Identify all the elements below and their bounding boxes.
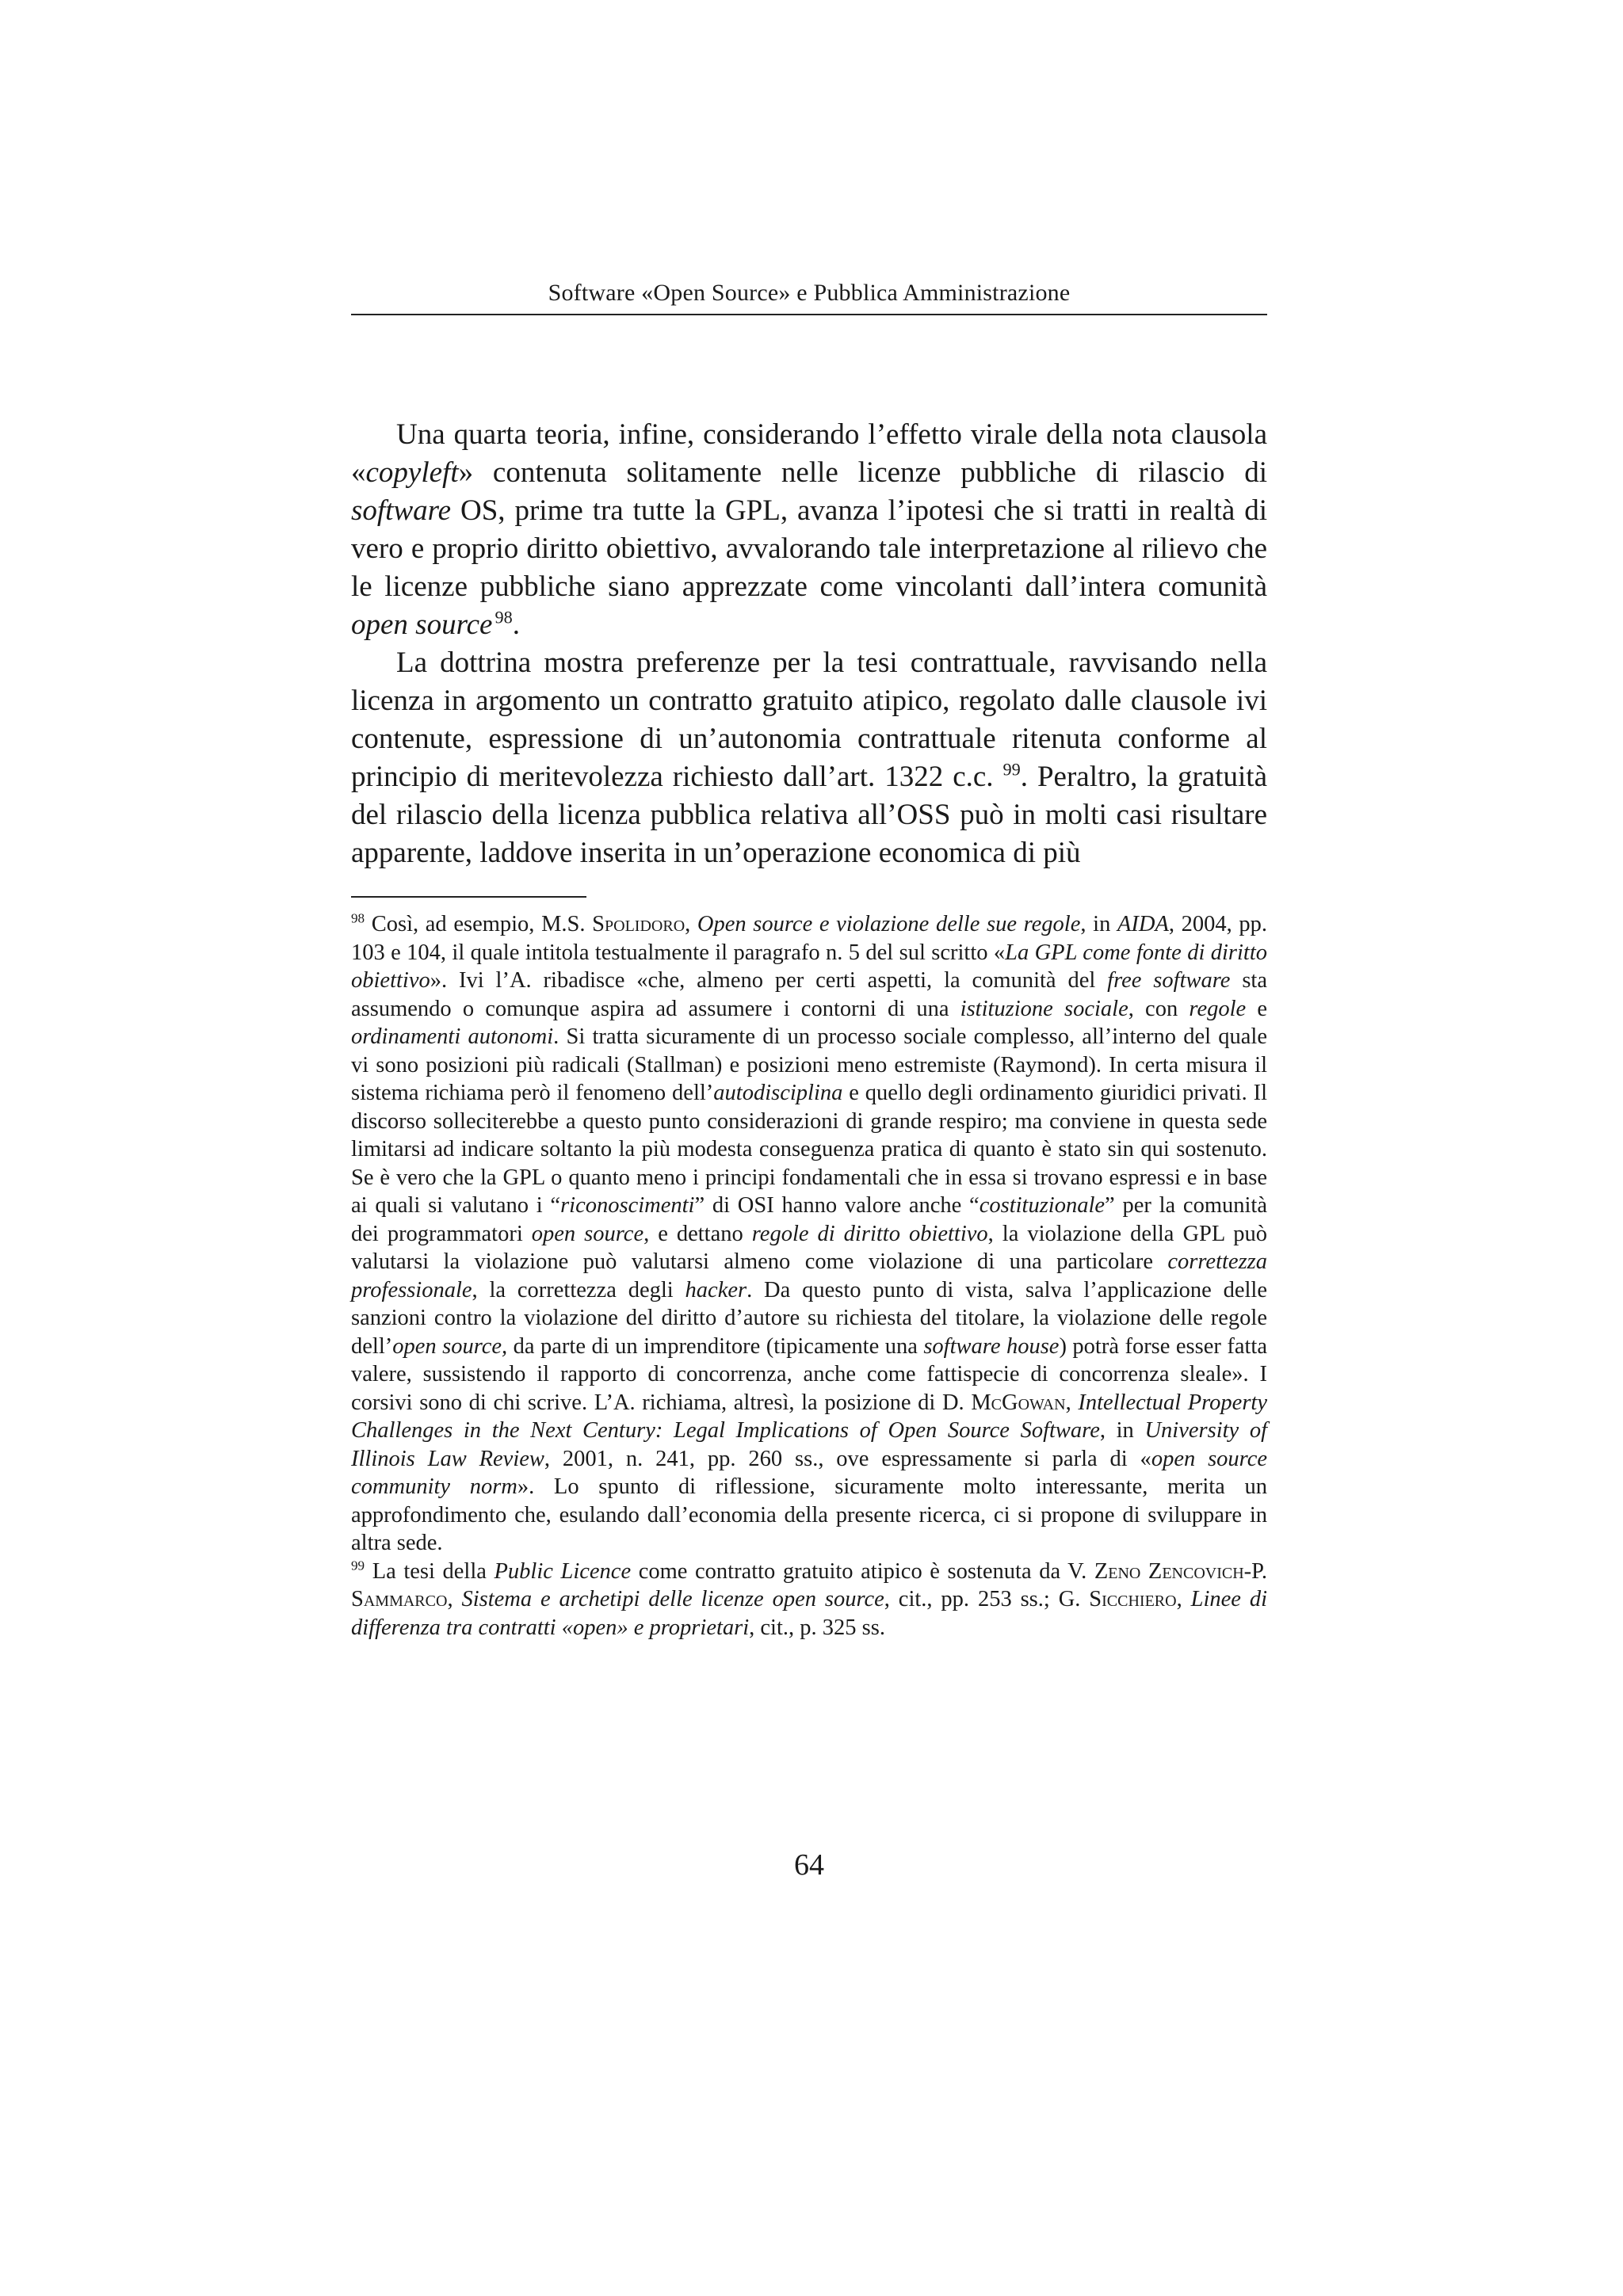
text-run: e quello degli ordinamento giuridici privati. Il discorso solleciterebbe a questo punto considerazioni di grande respiro; ma conviene in questa sede limitarsi ad indicare soltanto la più modesta conseguenza pratica di quanto è stato sin qui sostenuto. Se è vero che la GPL o quanto meno i principi fondamentali che in essa si trovano espressi e in base ai quali si valutano i “ — [351, 1081, 1267, 1218]
author-name: Sammarco — [351, 1587, 448, 1611]
footnote-number: 98 — [351, 910, 365, 926]
text-run: ” per la comunità dei programmatori — [351, 1193, 1267, 1246]
header-rule — [351, 314, 1267, 315]
text-run: -P. — [1243, 1558, 1267, 1584]
running-header: Software «Open Source» e Pubblica Amministrazione — [548, 280, 1071, 306]
italic-term: Linee di differenza tra contratti «open» e proprietari — [351, 1587, 1267, 1640]
italic-term: open source — [531, 1221, 644, 1246]
italic-term: correttezza professionale — [351, 1249, 1267, 1302]
italic-term: AIDA — [1117, 912, 1169, 936]
italic-term: regole — [1189, 996, 1247, 1021]
footnote-99 — [351, 1558, 1267, 1642]
footnote-98 — [351, 910, 1267, 1558]
text-run: ». Lo spunto di riflessione, sicuramente molto interessante, merita un approfondimento che, esulando dall’economia della presente ricerca, ci si propone di sviluppare in altra sede. — [351, 1474, 1267, 1555]
text-run: . Da questo punto di vista, salva l’applicazione delle sanzioni contro la violazione del diritto d’autore su richiesta del titolare, la violazione delle regole dell’ — [351, 1277, 1267, 1359]
footnote-ref-98[interactable]: 98 — [495, 607, 513, 627]
text-run: ” di OSI hanno valore anche “ — [694, 1193, 980, 1218]
italic-term: costituzionale — [979, 1193, 1106, 1218]
text-run: , la correttezza degli — [472, 1277, 685, 1302]
text-run: , e dettano — [643, 1221, 752, 1246]
text-run: , — [447, 1587, 462, 1611]
text-run: e — [1246, 996, 1268, 1021]
text-run: , — [685, 912, 697, 936]
text-run: OS, prime tra tutte la GPL, avanza l’ipotesi che si tratti in realtà di vero e proprio diritto obiettivo, avvalorando tale interpretazione al rilievo che le licenze pubbliche siano apprezzate come vincolanti dall’intera comunità — [351, 494, 1267, 603]
italic-term: open source, — [392, 1333, 508, 1359]
text-run: ». Ivi l’A. ribadisce «che, almeno per certi aspetti, la comunità del — [430, 968, 1108, 993]
footnote-ref-99[interactable]: 99 — [1002, 759, 1021, 780]
author-name: Zeno Zencovich — [1094, 1558, 1244, 1584]
main-text — [351, 416, 1267, 872]
text-run: , 2001, n. 241, pp. 260 ss., ove espressamente si parla di « — [544, 1446, 1151, 1471]
italic-term: University of Illinois Law Review — [351, 1418, 1267, 1471]
author-name: Sicchiero — [1089, 1587, 1177, 1611]
italic-term: ordinamenti autonomi — [351, 1024, 554, 1049]
text-run: La dottrina mostra preferenze per la tesi contrattuale, ravvisando nella licenza in argomento un contratto gratuito atipico, regolato dalle clausole ivi contenute, espressione di un’autonomia contrattuale ritenuta conforme al principio di meritevolezza richiesto dall’art. 1322 c.c. — [351, 646, 1267, 793]
italic-term: copyleft — [365, 456, 459, 489]
author-name: Spolidoro — [592, 912, 685, 936]
italic-term: Public Licence — [494, 1558, 632, 1584]
italic-term: software — [351, 494, 452, 527]
text-run: come contratto gratuito atipico è sostenuta da V. — [631, 1558, 1094, 1584]
text-run: » contenuta solitamente nelle licenze pubbliche di rilascio di — [458, 456, 1267, 489]
footnotes — [351, 910, 1267, 1642]
italic-term: istituzione sociale — [960, 996, 1128, 1021]
text-run: , — [1065, 1390, 1079, 1415]
italic-term: open source — [351, 608, 493, 641]
text-run: . Si tratta sicuramente di un processo sociale complesso, all’interno del quale vi sono posizioni più radicali (Stallman) e posizioni meno estremiste (Raymond). In certa misura il sistema richiama però il fenomeno dell’ — [351, 1024, 1267, 1105]
text-run: . — [512, 608, 520, 641]
italic-term: free software — [1107, 968, 1231, 993]
author-name: McGowan — [971, 1390, 1066, 1415]
italic-term: riconoscimenti — [560, 1193, 695, 1218]
italic-term: open source community norm — [351, 1446, 1268, 1499]
text-run: , con — [1128, 996, 1190, 1021]
text-run: da parte di un imprenditore (tipicamente una — [507, 1333, 924, 1359]
text-run: La tesi della — [365, 1558, 495, 1584]
italic-term: Open source e violazione delle sue regole — [697, 912, 1081, 936]
italic-term: autodisciplina — [713, 1081, 843, 1105]
text-run: . Peraltro, la gratuità del rilascio della licenza pubblica relativa all’OSS può in molti casi risultare apparente, laddove inserita in un’operazione economica di più — [351, 761, 1267, 869]
italic-term: hacker — [685, 1277, 747, 1302]
page-number: 64 — [794, 1848, 824, 1882]
text-run: , in — [1080, 912, 1117, 936]
italic-term: software house — [923, 1333, 1060, 1359]
text-run: , — [1176, 1587, 1191, 1611]
italic-term: Sistema e archetipi delle licenze open source — [461, 1587, 884, 1611]
text-run: , in — [1099, 1418, 1145, 1443]
footnote-rule — [351, 896, 586, 898]
text-run: , cit., p. 325 ss. — [749, 1615, 885, 1640]
text-run: , la violazione della GPL può valutarsi la violazione può valutarsi almeno come violazione di una particolare — [351, 1221, 1267, 1274]
text-run: , 2004, pp. 103 e 104, il quale intitola testualmente il paragrafo n. 5 del sul scritto « — [351, 912, 1268, 965]
paragraph-1 — [351, 416, 1267, 644]
footnote-number: 99 — [351, 1558, 365, 1573]
text-run: Una quarta teoria, infine, considerando l’effetto virale della nota clausola « — [351, 418, 1267, 489]
text-run: , cit., pp. 253 ss.; G. — [884, 1587, 1090, 1611]
italic-term: regole di diritto obiettivo — [751, 1221, 988, 1246]
text-run: sta assumendo o comunque aspira ad assumere i contorni di una — [351, 968, 1267, 1021]
text-run: ) potrà forse esser fatta valere, sussistendo il rapporto di concorrenza, anche come fattispecie di concorrenza sleale». I corsivi sono di chi scrive. L’A. richiama, altresì, la posizione di D. — [351, 1333, 1267, 1415]
paragraph-2 — [351, 644, 1267, 872]
italic-term: Intellectual Property Challenges in the Next Century: Legal Implications of Open Source Software — [351, 1390, 1267, 1443]
italic-term: La GPL come fonte di diritto obiettivo — [351, 940, 1268, 993]
text-run: Così, ad esempio, M.S. — [365, 912, 593, 936]
